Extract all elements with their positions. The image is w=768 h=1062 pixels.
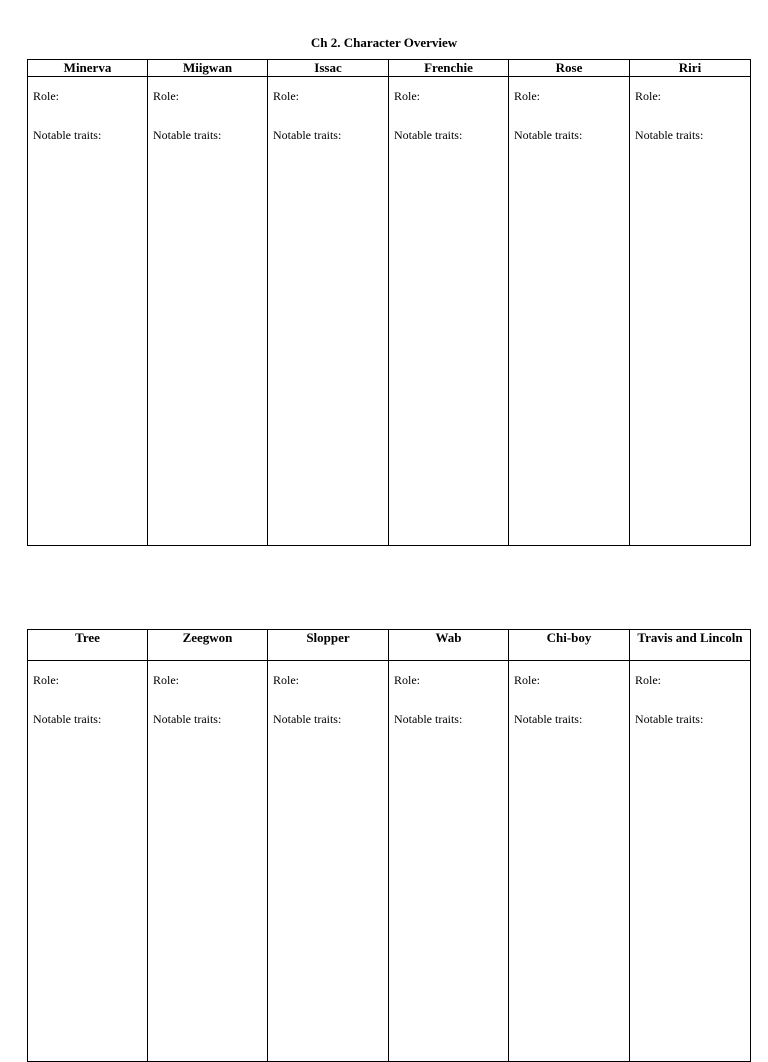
notable-traits-label: Notable traits: xyxy=(153,128,222,142)
column-header: Slopper xyxy=(268,630,389,661)
character-cell xyxy=(268,661,389,1062)
notable-traits-label: Notable traits: xyxy=(394,128,463,142)
column-header: Travis and Lincoln xyxy=(630,630,751,661)
role-label: Role: xyxy=(273,673,299,687)
column-header: Miigwan xyxy=(148,60,268,77)
column-header: Zeegwon xyxy=(148,630,268,661)
role-label: Role: xyxy=(153,89,179,103)
character-cell xyxy=(148,77,268,546)
character-cell xyxy=(509,661,630,1062)
notable-traits-label: Notable traits: xyxy=(33,712,102,726)
character-cell xyxy=(389,77,509,546)
role-label: Role: xyxy=(514,673,540,687)
column-header: Riri xyxy=(630,60,751,77)
table-row xyxy=(28,77,751,546)
notable-traits-label: Notable traits: xyxy=(33,128,102,142)
role-label: Role: xyxy=(635,673,661,687)
column-header: Issac xyxy=(268,60,389,77)
column-header: Rose xyxy=(509,60,630,77)
character-cell xyxy=(630,77,751,546)
role-label: Role: xyxy=(635,89,661,103)
column-header: Tree xyxy=(28,630,148,661)
column-header: Frenchie xyxy=(389,60,509,77)
character-cell xyxy=(268,77,389,546)
header-row xyxy=(28,60,751,77)
header-row xyxy=(28,630,751,661)
character-cell xyxy=(630,661,751,1062)
role-label: Role: xyxy=(273,89,299,103)
column-header: Minerva xyxy=(28,60,148,77)
role-label: Role: xyxy=(153,673,179,687)
notable-traits-label: Notable traits: xyxy=(514,128,583,142)
character-cell xyxy=(148,661,268,1062)
notable-traits-label: Notable traits: xyxy=(394,712,463,726)
character-cell xyxy=(28,661,148,1062)
table-row xyxy=(28,661,751,1062)
page-title: Ch 2. Character Overview xyxy=(310,35,458,50)
role-label: Role: xyxy=(33,89,59,103)
column-header: Chi-boy xyxy=(509,630,630,661)
role-label: Role: xyxy=(33,673,59,687)
character-cell xyxy=(389,661,509,1062)
notable-traits-label: Notable traits: xyxy=(635,128,704,142)
notable-traits-label: Notable traits: xyxy=(273,128,342,142)
role-label: Role: xyxy=(394,673,420,687)
character-cell xyxy=(28,77,148,546)
column-header: Wab xyxy=(389,630,509,661)
role-label: Role: xyxy=(394,89,420,103)
notable-traits-label: Notable traits: xyxy=(635,712,704,726)
character-table-1 xyxy=(27,59,751,546)
character-cell xyxy=(509,77,630,546)
notable-traits-label: Notable traits: xyxy=(153,712,222,726)
notable-traits-label: Notable traits: xyxy=(514,712,583,726)
notable-traits-label: Notable traits: xyxy=(273,712,342,726)
character-table-2 xyxy=(27,629,751,1062)
role-label: Role: xyxy=(514,89,540,103)
